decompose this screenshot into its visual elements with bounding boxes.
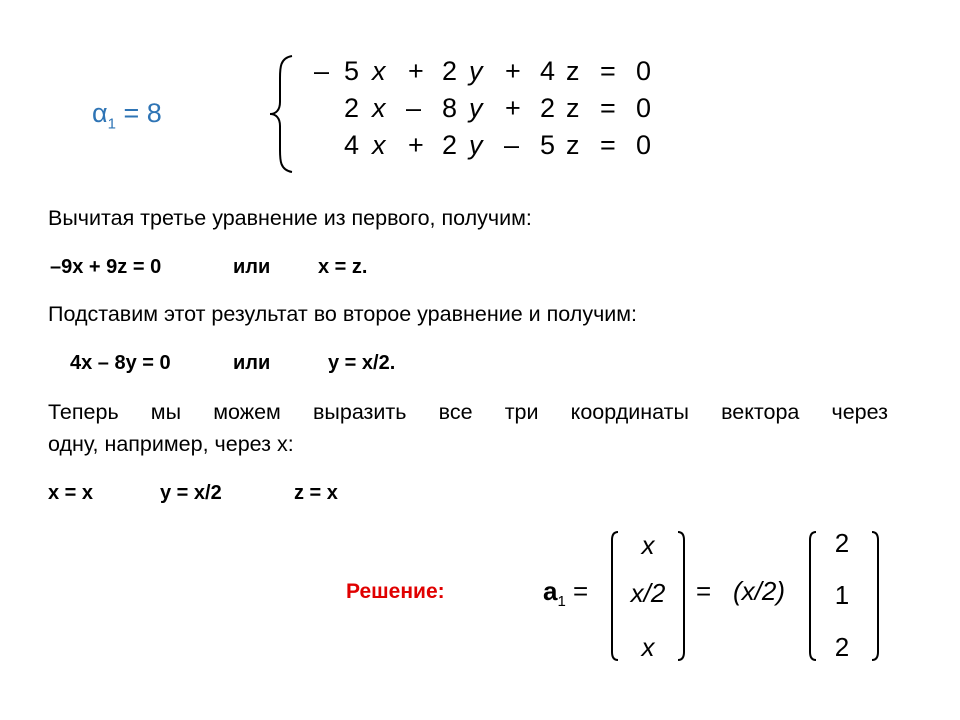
var-z: z	[566, 130, 580, 160]
equation-1-left: –9x + 9z = 0	[50, 256, 162, 278]
solution-label: Решение:	[346, 580, 445, 603]
op: +	[408, 130, 424, 160]
equation-2-right: y = x/2.	[328, 352, 396, 374]
op: +	[505, 93, 521, 123]
coef: 2	[442, 130, 458, 160]
matrix-1-entry-3: x	[641, 632, 655, 662]
coef: 5	[540, 130, 556, 160]
equation-system	[300, 56, 680, 168]
sign: –	[314, 56, 330, 86]
eq: =	[600, 56, 616, 86]
matrix-2-entry-1: 2	[834, 528, 850, 558]
coef: 2	[344, 93, 360, 123]
var-z: z	[566, 56, 580, 86]
rhs: 0	[636, 56, 652, 86]
coef: 4	[344, 130, 360, 160]
var-x: x	[372, 130, 386, 160]
var-y: y	[469, 56, 483, 86]
var-y: y	[469, 130, 483, 160]
system-row-1	[300, 56, 680, 92]
scalar-factor: (x/2)	[733, 576, 785, 606]
coef: 2	[540, 93, 556, 123]
equation-1-or: или	[233, 256, 271, 278]
system-brace	[268, 54, 298, 174]
matrix-1-entry-2: x/2	[630, 578, 666, 608]
coef: 4	[540, 56, 556, 86]
eq: =	[600, 130, 616, 160]
coef: 2	[442, 56, 458, 86]
op: +	[408, 56, 424, 86]
system-row-2	[300, 93, 680, 129]
rhs: 0	[636, 93, 652, 123]
equation-2-left: 4x – 8y = 0	[70, 352, 171, 374]
coef: 8	[442, 93, 458, 123]
paragraph-3-line-1: Теперь мы можем выразить все три координаты вектора через	[48, 400, 888, 424]
equation-1-right: x = z.	[318, 256, 368, 278]
var-x: x	[372, 93, 386, 123]
equation-2-or: или	[233, 352, 271, 374]
coord-x: x = x	[48, 482, 94, 504]
var-y: y	[469, 93, 483, 123]
var-x: x	[372, 56, 386, 86]
op: –	[504, 130, 520, 160]
coord-y: y = x/2	[160, 482, 222, 504]
equals-sign: =	[696, 576, 712, 606]
rhs: 0	[636, 130, 652, 160]
var-z: z	[566, 93, 580, 123]
op: +	[505, 56, 521, 86]
paragraph-3-line-2: одну, например, через x:	[48, 432, 294, 456]
coef: 5	[344, 56, 360, 86]
op: –	[406, 93, 422, 123]
matrix-1-entry-1: x	[641, 530, 655, 560]
solution-vector: $a_1$ =	[543, 576, 589, 611]
paragraph-2: Подставим этот результат во второе уравнение и получим:	[48, 302, 638, 326]
coord-z: z = x	[294, 482, 338, 504]
eigenvalue-label: $\alpha_1 = 8$	[92, 98, 162, 133]
matrix-2-entry-2: 1	[834, 580, 850, 610]
eq: =	[600, 93, 616, 123]
system-row-3	[300, 130, 680, 166]
matrix-2-entry-3: 2	[834, 632, 850, 662]
paragraph-1: Вычитая третье уравнение из первого, получим:	[48, 206, 532, 230]
